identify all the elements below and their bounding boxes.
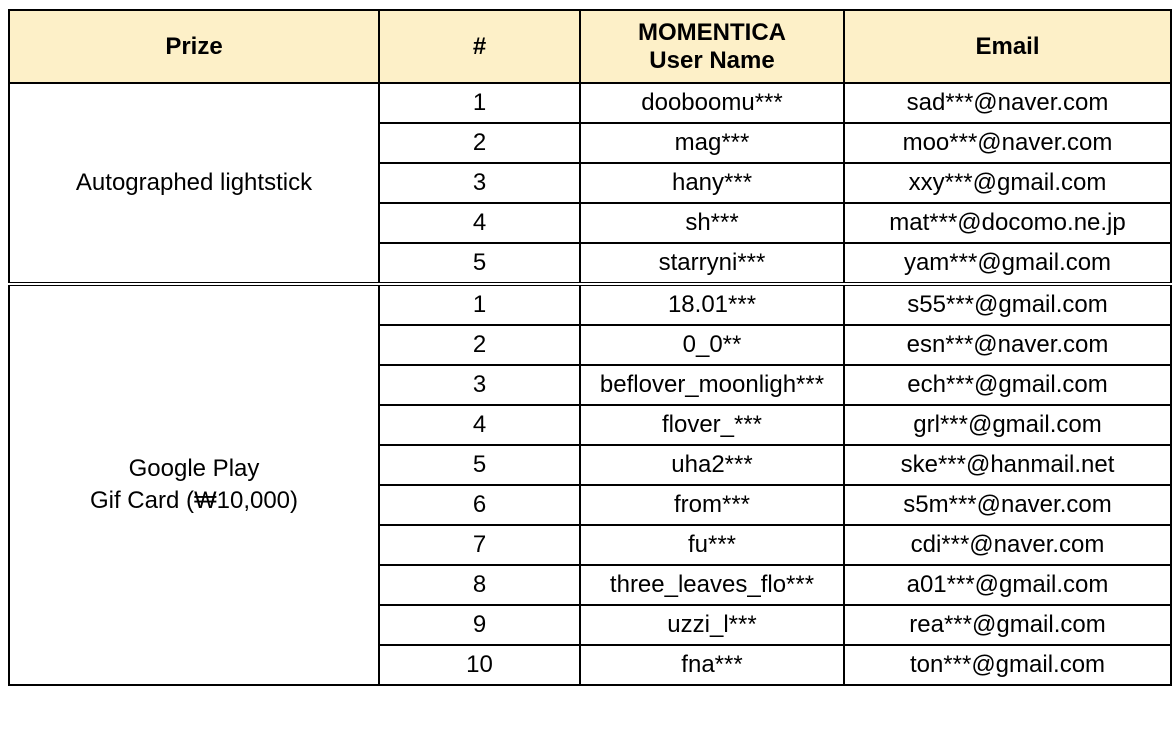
email-cell: moo***@naver.com: [844, 123, 1171, 163]
username-cell: starryni***: [580, 243, 844, 284]
username-cell: dooboomu***: [580, 83, 844, 123]
username-cell: from***: [580, 485, 844, 525]
rank-cell: 6: [379, 485, 580, 525]
email-cell: yam***@gmail.com: [844, 243, 1171, 284]
header-username: [580, 10, 844, 83]
prize-label-line: Gif Card (₩10,000): [89, 487, 299, 514]
username-cell: 0_0**: [580, 325, 844, 365]
email-cell: grl***@gmail.com: [844, 405, 1171, 445]
rank-cell: 4: [379, 203, 580, 243]
username-cell: hany***: [580, 163, 844, 203]
rank-cell: 3: [379, 365, 580, 405]
rank-cell: 1: [379, 83, 580, 123]
email-cell: ske***@hanmail.net: [844, 445, 1171, 485]
email-cell: esn***@naver.com: [844, 325, 1171, 365]
username-cell: 18.01***: [580, 284, 844, 325]
rank-cell: 8: [379, 565, 580, 605]
email-cell: xxy***@gmail.com: [844, 163, 1171, 203]
username-cell: beflover_moonligh***: [580, 365, 844, 405]
prize-label-line: Google Play: [128, 455, 260, 482]
rank-cell: 5: [379, 445, 580, 485]
rank-cell: 10: [379, 645, 580, 685]
email-cell: s5m***@naver.com: [844, 485, 1171, 525]
rank-cell: 5: [379, 243, 580, 284]
username-cell: flover_***: [580, 405, 844, 445]
header-username-line2: User Name: [649, 46, 775, 74]
email-cell: s55***@gmail.com: [844, 284, 1171, 325]
email-cell: ech***@gmail.com: [844, 365, 1171, 405]
email-cell: cdi***@naver.com: [844, 525, 1171, 565]
winners-table: [8, 9, 1172, 686]
email-cell: a01***@gmail.com: [844, 565, 1171, 605]
prize-label-line: Autographed lightstick: [75, 169, 313, 196]
username-cell: uzzi_l***: [580, 605, 844, 645]
username-cell: sh***: [580, 203, 844, 243]
table-row: [9, 284, 1171, 325]
header-row: [9, 10, 1171, 83]
rank-cell: 7: [379, 525, 580, 565]
rank-cell: 9: [379, 605, 580, 645]
email-cell: rea***@gmail.com: [844, 605, 1171, 645]
username-cell: mag***: [580, 123, 844, 163]
rank-cell: 4: [379, 405, 580, 445]
header-email: Email: [844, 10, 1171, 83]
table-row: [9, 83, 1171, 123]
email-cell: ton***@gmail.com: [844, 645, 1171, 685]
header-number: #: [379, 10, 580, 83]
rank-cell: 2: [379, 325, 580, 365]
prize-cell: [9, 284, 379, 685]
prize-cell: [9, 83, 379, 284]
header-prize: Prize: [9, 10, 379, 83]
rank-cell: 3: [379, 163, 580, 203]
username-cell: uha2***: [580, 445, 844, 485]
rank-cell: 2: [379, 123, 580, 163]
username-cell: three_leaves_flo***: [580, 565, 844, 605]
username-cell: fna***: [580, 645, 844, 685]
rank-cell: 1: [379, 284, 580, 325]
table-body: [9, 83, 1171, 685]
email-cell: mat***@docomo.ne.jp: [844, 203, 1171, 243]
username-cell: fu***: [580, 525, 844, 565]
header-username-line1: MOMENTICA: [638, 18, 786, 46]
table-header: [9, 10, 1171, 83]
email-cell: sad***@naver.com: [844, 83, 1171, 123]
